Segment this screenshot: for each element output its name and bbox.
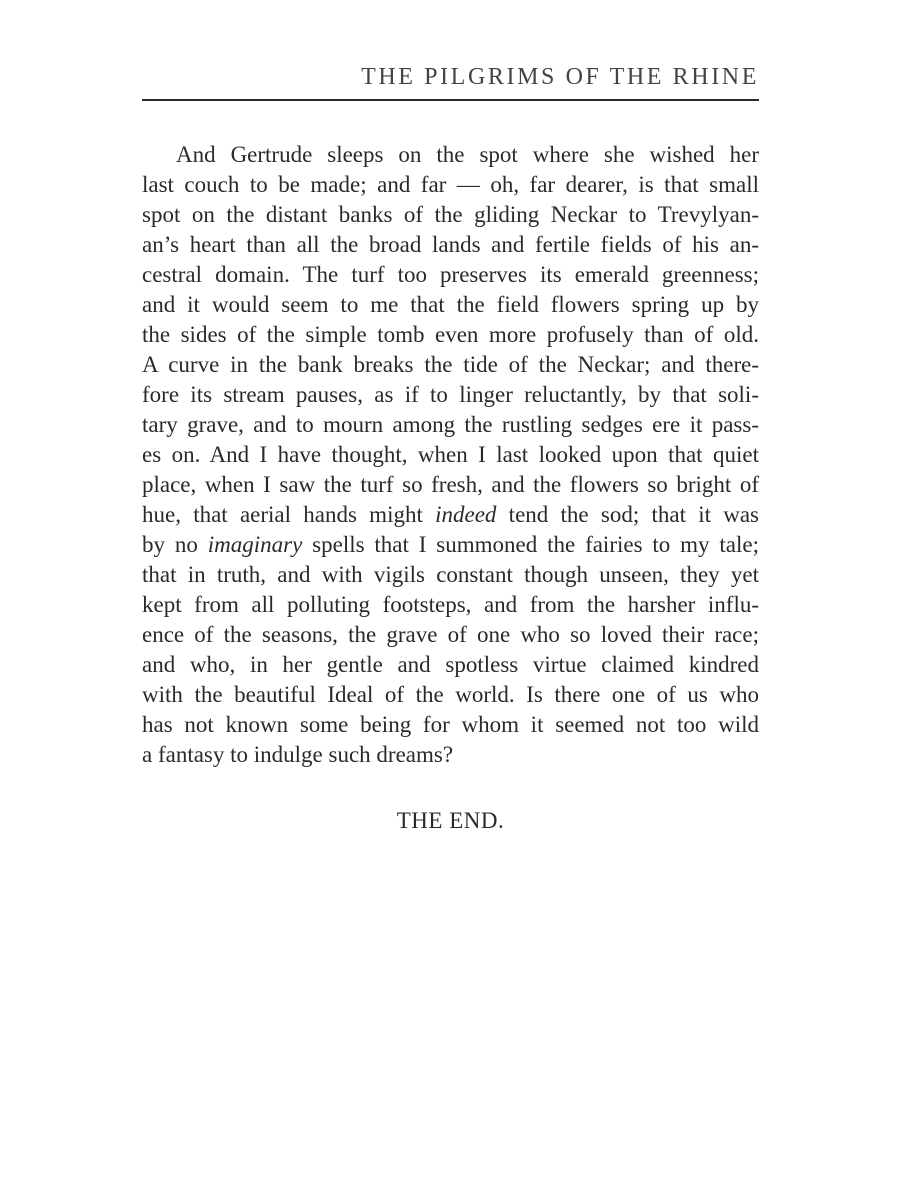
text-line: A curve in the bank breaks the tide of the Neckar; and there- bbox=[142, 352, 759, 377]
text-line bbox=[142, 530, 759, 560]
text-line: that in truth, and with vigils constant though unseen, they yet bbox=[142, 562, 759, 587]
text-line: ence of the seasons, the grave of one who so loved their race; bbox=[142, 622, 759, 647]
the-end-heading: THE END. bbox=[396, 808, 505, 833]
header-rule bbox=[142, 99, 759, 101]
text-segment: by no bbox=[142, 532, 208, 557]
text-line bbox=[142, 500, 759, 530]
text-line: and who, in her gentle and spotless virtue claimed kindred bbox=[142, 652, 759, 677]
running-head: THE PILGRIMS OF THE RHINE bbox=[361, 64, 759, 90]
text-line: place, when I saw the turf so fresh, and the flowers so bright of bbox=[142, 472, 759, 497]
text-line: the sides of the simple tomb even more profusely than of old. bbox=[142, 322, 759, 347]
text-line: es on. And I have thought, when I last looked upon that quiet bbox=[142, 442, 759, 467]
text-line: And Gertrude sleeps on the spot where she wished her bbox=[176, 142, 759, 167]
text-segment: tend the sod; that it was bbox=[496, 502, 760, 527]
italic-word: imaginary bbox=[207, 532, 303, 557]
text-line: with the beautiful Ideal of the world. Is there one of us who bbox=[142, 682, 759, 707]
text-line: last couch to be made; and far — oh, far dearer, is that small bbox=[142, 172, 759, 197]
text-line: an’s heart than all the broad lands and fertile fields of his an- bbox=[142, 232, 759, 257]
text-line: tary grave, and to mourn among the rustling sedges ere it pass- bbox=[142, 412, 759, 437]
text-line: and it would seem to me that the field flowers spring up by bbox=[142, 292, 759, 317]
body-paragraph bbox=[142, 140, 759, 770]
text-line: a fantasy to indulge such dreams? bbox=[142, 742, 454, 767]
italic-word: indeed bbox=[435, 502, 497, 527]
text-line: fore its stream pauses, as if to linger reluctantly, by that soli- bbox=[142, 382, 759, 407]
text-line: kept from all polluting footsteps, and from the harsher influ- bbox=[142, 592, 759, 617]
text-line: cestral domain. The turf too preserves its emerald greenness; bbox=[142, 262, 759, 287]
text-line: spot on the distant banks of the gliding Neckar to Trevylyan- bbox=[142, 202, 759, 227]
text-segment: hue, that aerial hands might bbox=[142, 502, 436, 527]
text-segment: spells that I summoned the fairies to my tale; bbox=[302, 532, 759, 557]
text-line: has not known some being for whom it seemed not too wild bbox=[142, 712, 759, 737]
